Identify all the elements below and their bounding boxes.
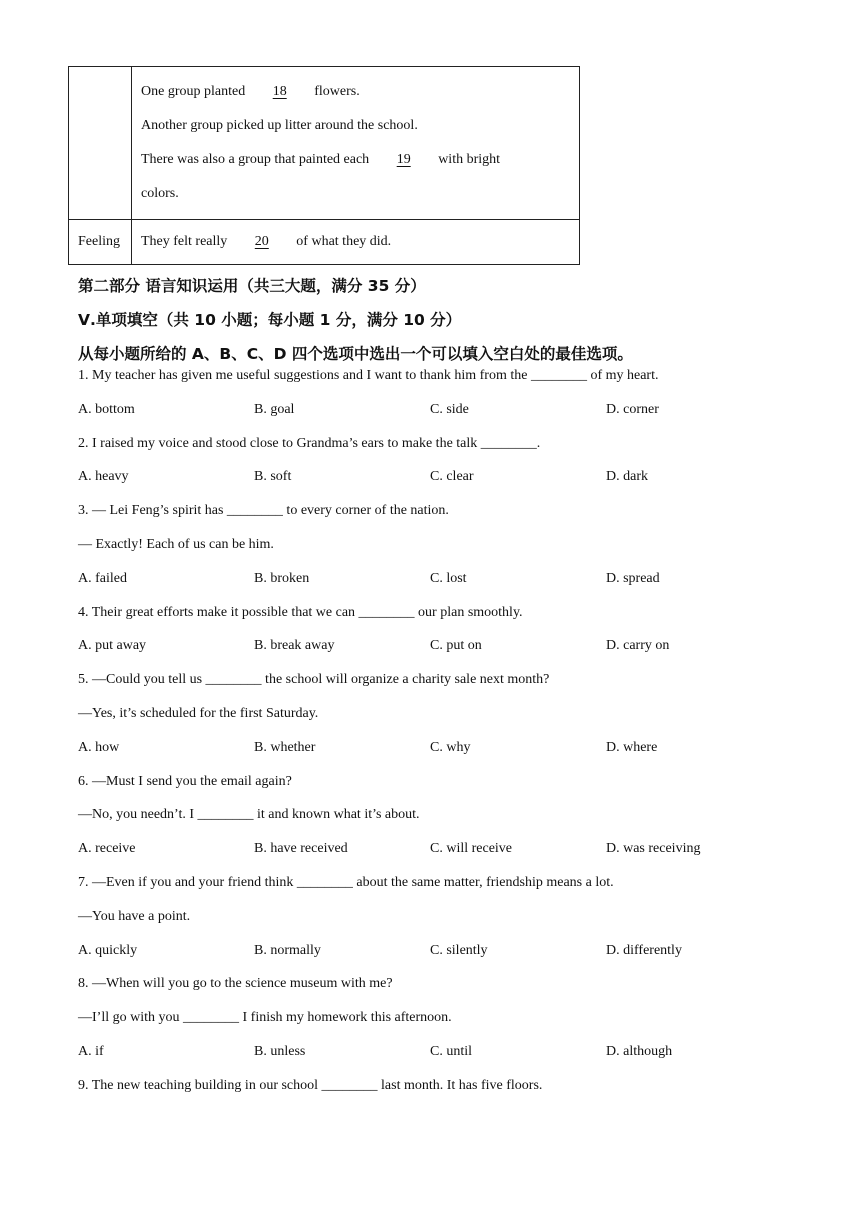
part-heading: 第二部分 语言知识运用（共三大题，满分 35 分）	[78, 277, 426, 295]
question-stem: 3. — Lei Feng’s spirit has ________ to every corner of the nation.	[78, 503, 449, 519]
answer-option[interactable]: D. although	[606, 1044, 673, 1059]
answer-option[interactable]: D. differently	[606, 942, 682, 958]
answer-option[interactable]: B. soft	[254, 469, 292, 485]
answer-option[interactable]: A. quickly	[78, 942, 138, 958]
answer-option[interactable]: C. clear	[430, 469, 474, 485]
row-content: They felt really 20 of what they did.	[132, 220, 580, 265]
table-line: One group planted 18 flowers.	[141, 75, 579, 109]
answer-option[interactable]: D. was receiving	[606, 841, 701, 857]
question-reply: —You have a point.	[78, 908, 191, 924]
question-stem: 8. —When will you go to the science museum with me?	[78, 976, 393, 992]
answer-option[interactable]: A. heavy	[78, 469, 129, 485]
blank-19: 19	[396, 152, 411, 167]
answer-option[interactable]: C. lost	[430, 570, 467, 586]
answer-option[interactable]: B. break away	[254, 638, 335, 654]
question-reply: —No, you needn’t. I ________ it and known what it’s about.	[78, 807, 420, 823]
question-stem: 4. Their great efforts make it possible that we can ________ our plan smoothly.	[78, 604, 523, 620]
question-stem: 1. My teacher has given me useful suggestions and I want to thank him from the ________ of my heart.	[78, 368, 659, 383]
table-row	[69, 67, 580, 220]
answer-option[interactable]: D. where	[606, 739, 658, 755]
answer-option[interactable]: D. carry on	[606, 638, 670, 654]
answer-option[interactable]: D. spread	[606, 570, 660, 586]
instruction-text: 从每小题所给的 A、B、C、D 四个选项中选出一个可以填入空白处的最佳选项。	[78, 345, 633, 363]
table-line: Another group picked up litter around the school.	[141, 118, 418, 133]
question-reply: —I’ll go with you ________ I finish my homework this afternoon.	[78, 1010, 452, 1026]
answer-option[interactable]: B. normally	[254, 942, 321, 958]
table-line: There was also a group that painted each 19 with bright	[141, 143, 579, 177]
answer-option[interactable]: C. side	[430, 401, 469, 417]
question-reply: — Exactly! Each of us can be him.	[78, 537, 274, 552]
answer-option[interactable]: C. until	[430, 1044, 473, 1059]
answer-option[interactable]: A. receive	[78, 841, 136, 857]
answer-option[interactable]: D. corner	[606, 401, 659, 417]
answer-option[interactable]: B. unless	[254, 1044, 306, 1059]
question-reply: —Yes, it’s scheduled for the first Saturday.	[78, 706, 319, 721]
table-row	[69, 220, 580, 265]
blank-20: 20	[254, 234, 269, 249]
answer-option[interactable]: A. if	[78, 1044, 104, 1059]
question-stem: 7. —Even if you and your friend think ________ about the same matter, friendship means a lot.	[78, 875, 614, 890]
answer-option[interactable]: C. put on	[430, 638, 482, 654]
activity-table	[68, 66, 580, 265]
answer-option[interactable]: B. broken	[254, 570, 310, 586]
answer-option[interactable]: B. goal	[254, 401, 295, 417]
question-stem: 6. —Must I send you the email again?	[78, 773, 292, 789]
row-label	[69, 67, 132, 220]
answer-option[interactable]: A. how	[78, 739, 120, 755]
answer-option[interactable]: A. bottom	[78, 401, 135, 417]
question-stem: 2. I raised my voice and stood close to Grandma’s ears to make the talk ________.	[78, 435, 541, 451]
answer-option[interactable]: D. dark	[606, 469, 648, 485]
question-stem: 5. —Could you tell us ________ the school will organize a charity sale next month?	[78, 672, 550, 688]
answer-option[interactable]: C. silently	[430, 942, 488, 958]
blank-18: 18	[272, 84, 287, 99]
answer-option[interactable]: B. whether	[254, 739, 316, 755]
answer-option[interactable]: C. why	[430, 739, 471, 755]
row-label-feeling: Feeling	[69, 220, 132, 265]
answer-option[interactable]: B. have received	[254, 841, 348, 857]
table-line: colors.	[141, 186, 179, 201]
answer-option[interactable]: A. put away	[78, 638, 147, 654]
answer-option[interactable]: A. failed	[78, 570, 127, 586]
answer-option[interactable]: C. will receive	[430, 841, 513, 857]
question-stem: 9. The new teaching building in our school ________ last month. It has five floors.	[78, 1077, 543, 1093]
row-content	[132, 67, 580, 220]
section-heading: Ⅴ.单项填空（共 10 小题；每小题 1 分，满分 10 分）	[78, 311, 462, 329]
